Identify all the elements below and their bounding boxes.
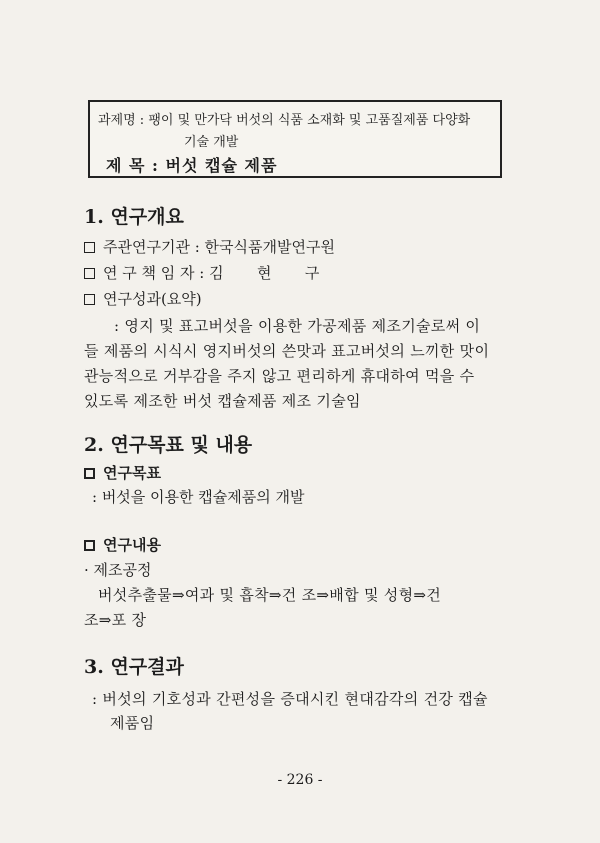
- section3-heading: 3. 연구결과: [84, 656, 184, 678]
- checkbox-icon: [84, 268, 95, 279]
- page-number: - 226 -: [277, 772, 323, 788]
- title-box: [88, 100, 502, 178]
- summary-label-line: [84, 288, 202, 309]
- process-line-2: 조⇒포 장: [84, 611, 147, 629]
- goal-label-line: [84, 462, 161, 483]
- pi-text: 연 구 책 임 자 : 김 현 구: [103, 264, 320, 282]
- content-label-line: [84, 534, 161, 555]
- goal-label: 연구목표: [103, 464, 161, 482]
- checkbox-icon: [84, 294, 95, 305]
- checkbox-icon: [84, 242, 95, 253]
- section1-heading: 1. 연구개요: [84, 206, 184, 228]
- content-label: 연구내용: [103, 536, 161, 554]
- org-line: [84, 236, 335, 257]
- checkbox-icon: [84, 468, 95, 479]
- process-label: · 제조공정: [84, 561, 152, 579]
- checkbox-icon: [84, 540, 95, 551]
- summary-line-1: : 영지 및 표고버섯을 이용한 가공제품 제조기술로써 이: [114, 317, 481, 335]
- org-text: 주관연구기관 : 한국식품개발연구원: [103, 238, 335, 256]
- process-line-1: 버섯추출물⇒여과 및 흡착⇒건 조⇒배합 및 성형⇒건: [98, 586, 442, 604]
- summary-line-4: 있도록 제조한 버섯 캡슐제품 제조 기술임: [84, 392, 361, 410]
- result-line-1: : 버섯의 기호성과 간편성을 증대시킨 현대감각의 건강 캡슐: [92, 690, 488, 708]
- summary-line-3: 관능적으로 거부감을 주지 않고 편리하게 휴대하여 먹을 수: [84, 367, 475, 385]
- subject-title: 제 목 : 버섯 캡슐 제품: [106, 156, 278, 175]
- summary-label: 연구성과(요약): [103, 290, 202, 308]
- section2-heading: 2. 연구목표 및 내용: [84, 434, 253, 456]
- goal-text: : 버섯을 이용한 캡슐제품의 개발: [92, 488, 305, 506]
- summary-line-2: 들 제품의 시식시 영지버섯의 쓴맛과 표고버섯의 느끼한 맛이: [84, 342, 490, 360]
- result-line-2: 제품임: [110, 714, 155, 732]
- project-name-line1: 과제명 : 팽이 및 만가닥 버섯의 식품 소재화 및 고품질제품 다양화: [98, 113, 471, 128]
- pi-line: [84, 262, 319, 283]
- project-name-line2: 기술 개발: [184, 135, 239, 150]
